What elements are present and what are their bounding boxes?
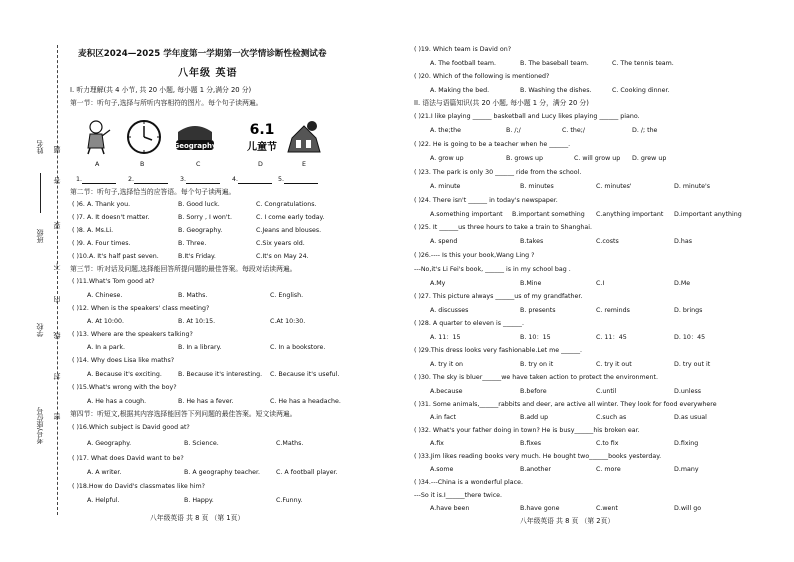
option-c: C.I (596, 280, 605, 287)
building-picture (284, 118, 324, 155)
option-c: C.Six years old. (256, 240, 305, 247)
option-a: A. It's half past seven. (89, 253, 159, 260)
option-a: A. spend (430, 238, 458, 245)
side-label-feng: 封 (53, 373, 61, 380)
option-c: C. 11：45 (596, 334, 627, 341)
option-c: C.At 10:30. (270, 318, 306, 325)
option-c: C. minutes' (596, 183, 632, 190)
question-stem: ( )32. What's your father doing in town? He is busy______his broken ear. (414, 427, 640, 434)
option-b: B.fixes (520, 440, 541, 447)
option-d: D. minute's (674, 183, 711, 190)
option-c: C. In a bookstore. (270, 344, 326, 351)
option-b: B.important something (512, 211, 585, 218)
option-a: A.because (430, 388, 463, 395)
option-b: B. Geography. (178, 227, 223, 234)
option-b: B. The baseball team. (520, 60, 589, 67)
answer-num: 1. (76, 176, 83, 183)
option-b: B. Maths. (178, 292, 208, 299)
option-a: A.some (430, 466, 454, 473)
question-stem: ( )34.---China is a wonderful place. (414, 479, 523, 486)
pic-letter-b: B (140, 161, 145, 168)
question-stem: ( )15.What's wrong with the boy? (72, 384, 177, 391)
option-b: B. presents (520, 307, 556, 314)
exam-title: 麦积区2024—2025 学年度第一学期第一次学情诊断性检测试卷 (78, 49, 327, 59)
question-stem: ( )22. He is going to be a teacher when he ______. (414, 141, 571, 148)
geography-picture (172, 118, 218, 155)
side-label-seat: 考号/座位号 (36, 407, 44, 445)
option-c: C. try it out (596, 361, 632, 368)
option-a: A. the;the (430, 127, 461, 134)
question-stem: ( )30. The sky is bluer______we have taken action to protect the environment. (414, 374, 659, 381)
pic-letter-a: A (95, 161, 100, 168)
option-a: A.fix (430, 440, 444, 447)
answer-num: 4. (232, 176, 239, 183)
pic-letter-e: E (302, 161, 306, 168)
option-b: B.have gone (520, 505, 560, 512)
option-a: A. try it on (430, 361, 464, 368)
section1-title: I. 听力理解(共 4 小节, 共 20 小题, 每小题 1 分,满分 20 分) (70, 86, 252, 94)
option-b: B. He has a fever. (178, 398, 234, 405)
option-b: B.add up (520, 414, 549, 421)
option-a: A.have been (430, 505, 470, 512)
answer-blank-4[interactable] (232, 176, 272, 184)
question-stem: ( )24. There isn't ______ in today's newspaper. (414, 197, 558, 204)
option-a: A. grow up (430, 155, 464, 162)
option-b: B. Washing the dishes. (520, 87, 592, 94)
option-d: D.as usual (674, 414, 707, 421)
option-a: A. In a park. (87, 344, 126, 351)
option-c: C. Congratulations. (256, 201, 317, 208)
option-a: A. discusses (430, 307, 469, 314)
option-b: B. A geography teacher. (184, 469, 261, 476)
option-c: C.Funny. (276, 497, 303, 504)
side-label-class: 班级 (36, 229, 44, 243)
question-number: ( )10. (72, 253, 89, 260)
option-c: C. English. (270, 292, 304, 299)
option-b: B. Because it's interesting. (178, 371, 263, 378)
option-a: A. Ms.Li. (87, 227, 114, 234)
question-stem: ( )29.This dress looks very fashionable.Let me ______. (414, 347, 583, 354)
section2-title: II. 语法与语篇知识(共 20 小题, 每小题 1 分，满分 20 分) (414, 99, 589, 107)
answer-blank-2[interactable] (128, 176, 168, 184)
option-b: B.Mine (520, 280, 542, 287)
footer-page-1: 八年级英语 共 8 页 （第 1页） (150, 514, 245, 522)
option-d: D.will go (674, 505, 702, 512)
question-stem: ( )28. A quarter to eleven is ______. (414, 320, 524, 327)
option-a: A. Making the bed. (430, 87, 490, 94)
option-a: A. Geography. (87, 440, 132, 447)
option-a: A. Four times. (87, 240, 131, 247)
question-stem: ( )20. Which of the following is mentioned? (414, 73, 550, 80)
option-d: D.unless (674, 388, 702, 395)
option-a: A. Because it's exciting. (87, 371, 162, 378)
option-a: A. 11：15 (430, 334, 461, 341)
day-number-text: 6.1 (249, 122, 275, 138)
option-d: D.has (674, 238, 692, 245)
option-c: C. reminds (596, 307, 630, 314)
option-d: D.Me (674, 280, 691, 287)
question-number: ( )6. (72, 201, 85, 208)
option-d: D.fixing (674, 440, 699, 447)
option-b: B. Science. (184, 440, 219, 447)
option-b: B. try on it (520, 361, 554, 368)
option-b: B. minutes (520, 183, 554, 190)
question-stem: ( )33.Jim likes reading books very much. He bought two______books yesterday. (414, 453, 662, 460)
option-c: C. The tennis team. (612, 60, 674, 67)
option-b: B. Sorry , I won't. (178, 214, 233, 221)
option-b: B. At 10:15. (178, 318, 216, 325)
option-a: A. It doesn't matter. (87, 214, 150, 221)
question-stem: ( )11.What's Tom good at? (72, 278, 155, 285)
question-stem: ( )12. When is the speakers' class meeting? (72, 305, 210, 312)
section1-part1: 第一节：听句子,选择与所听内容相符的图片。每个句子读两遍。 (70, 99, 263, 107)
option-c: C. more (596, 466, 621, 473)
question-stem: ( )27. This picture always ______us of my grandfather. (414, 293, 583, 300)
answer-blank-3[interactable] (180, 176, 220, 184)
question-stem-line2: ---So it is.I______there twice. (414, 492, 503, 499)
binding-dash-line (57, 45, 58, 515)
pic-letter-c: C (196, 161, 201, 168)
question-stem: ( )17. What does David want to be? (72, 455, 184, 462)
question-stem: ( )23. The park is only 30 ______ ride from the school. (414, 169, 582, 176)
answer-blank-1[interactable] (76, 176, 116, 184)
option-d: D. brings (674, 307, 703, 314)
option-d: D. grew up (632, 155, 667, 162)
option-b: B. Good luck. (178, 201, 220, 208)
option-b: B. 10：15 (520, 334, 551, 341)
childrens-day-text: 儿童节 (247, 142, 277, 153)
side-label-nei: 内 (53, 296, 61, 303)
option-d: D. /; the (632, 127, 658, 134)
question-stem: ( )16.Which subject is David good at? (72, 424, 190, 431)
option-b: B. Happy. (184, 497, 214, 504)
option-b: B.takes (520, 238, 544, 245)
option-c: C. Because it's useful. (270, 371, 340, 378)
option-c: C. He has a headache. (270, 398, 341, 405)
footer-page-2: 八年级英语 共 8 页 （第 2页） (520, 517, 615, 525)
answer-num: 3. (180, 176, 187, 183)
option-b: B. /;/ (506, 127, 521, 134)
option-a: A. A writer. (87, 469, 122, 476)
question-stem-line2: ---No,it's Li Fei's book, ______ is in my school bag . (414, 266, 571, 273)
question-stem: ( )25. It ______us three hours to take a train to Shanghai. (414, 224, 593, 231)
answer-blank-5[interactable] (278, 176, 318, 184)
option-c: C.Maths. (276, 440, 304, 447)
answer-num: 2. (128, 176, 135, 183)
option-a: A. minute (430, 183, 461, 190)
option-b: B. In a library. (178, 344, 222, 351)
side-label-da: 答 (53, 177, 61, 184)
name-line (40, 173, 53, 213)
option-b: B.another (520, 466, 551, 473)
option-b: B.It's Friday. (178, 253, 216, 260)
question-stem: ( )31. Some animals,______rabbits and deer, are active all winter. They look for food everywhere (414, 401, 717, 408)
side-label-ti: 题 (53, 146, 61, 153)
option-c: C.costs (596, 238, 619, 245)
option-c: C. the;/ (562, 127, 585, 134)
option-c: C.went (596, 505, 618, 512)
option-b: B.before (520, 388, 547, 395)
side-label-school: 学校 (36, 323, 44, 337)
side-label-bu: 不 (53, 263, 61, 270)
option-c: C. will grow up (574, 155, 621, 162)
option-a: A.My (430, 280, 446, 287)
option-c: C.such as (596, 414, 627, 421)
option-c: C.It's on May 24. (256, 253, 309, 260)
question-number: ( )8. (72, 227, 85, 234)
option-c: C. A football player. (276, 469, 338, 476)
question-number: ( )7. (72, 214, 85, 221)
option-d: D.many (674, 466, 699, 473)
question-stem: ( )19. Which team is David on? (414, 46, 512, 53)
option-c: C.until (596, 388, 617, 395)
option-a: A. At 10:00. (87, 318, 125, 325)
question-stem: ( )18.How do David's classmates like him? (72, 483, 205, 490)
section1-part2: 第二节：听句子,选择恰当的应答语。每个句子读两遍。 (70, 188, 236, 196)
question-stem: ( )21.I like playing ______ basketball and Lucy likes playing ______ piano. (414, 113, 640, 120)
option-a: A. Helpful. (87, 497, 120, 504)
option-a: A. He has a cough. (87, 398, 147, 405)
option-c: C.to fix (596, 440, 619, 447)
option-a: A. The football team. (430, 60, 496, 67)
option-a: A. Thank you. (87, 201, 131, 208)
option-d: D.important anything (674, 211, 742, 218)
childrens-day-picture (242, 118, 282, 155)
answer-num: 5. (278, 176, 285, 183)
geography-text: Geography (173, 142, 217, 150)
option-b: B. grows up (506, 155, 544, 162)
side-label-name: 姓名 (36, 140, 44, 154)
clock-picture (124, 118, 164, 155)
question-number: ( )9. (72, 240, 85, 247)
question-stem: ( )26.---- Is this your book,Wang Ling ? (414, 252, 535, 259)
option-c: C.anything important (596, 211, 664, 218)
grade-subject: 八年级 英语 (178, 68, 238, 79)
section1-part4: 第四节：听短文,根据其内容选择能回答下列问题的最佳答案。短文读两遍。 (70, 410, 297, 418)
option-b: B. Three. (178, 240, 207, 247)
option-a: A.in fact (430, 414, 456, 421)
option-c: C.Jeans and blouses. (256, 227, 322, 234)
option-d: D. try out it (674, 361, 711, 368)
option-a: A.something important (430, 211, 503, 218)
option-d: D. 10：45 (674, 334, 706, 341)
pic-letter-d: D (258, 161, 263, 168)
side-label-xian: 线 (53, 332, 61, 339)
section1-part3: 第三节：听对话及问题,选择能回答所提问题的最佳答案。每段对话读两遍。 (70, 265, 297, 273)
side-label-yao: 要 (53, 222, 61, 229)
side-label-mi: 密 (53, 413, 61, 420)
option-c: C. I come early today. (256, 214, 325, 221)
question-stem: ( )13. Where are the speakers talking? (72, 331, 193, 338)
option-c: C. Cooking dinner. (612, 87, 670, 94)
question-stem: ( )14. Why does Lisa like maths? (72, 357, 175, 364)
option-a: A. Chinese. (87, 292, 123, 299)
boy-sick-picture (78, 118, 118, 155)
